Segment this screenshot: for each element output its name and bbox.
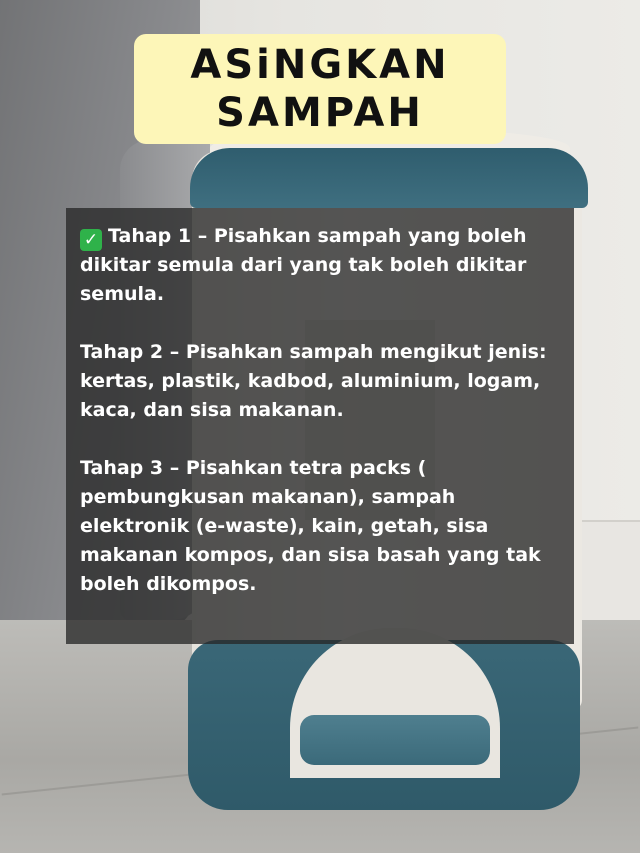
title-line-1: ASiNGKAN [190,42,450,88]
step-1-text: Tahap 1 – Pisahkan sampah yang boleh dikitar semula dari yang tak boleh dikitar semula. [80,225,527,305]
title-line-2: SAMPAH [216,90,424,136]
trash-bin-lid-band [190,148,588,208]
step-1 [80,222,560,309]
step-2 [80,338,560,425]
check-mark-icon: ✓ [80,229,102,251]
steps-panel [66,208,574,644]
title-banner [134,34,506,144]
step-2-text: Tahap 2 – Pisahkan sampah mengikut jenis: kertas, plastik, kadbod, aluminium, logam, kaca, dan sisa makanan. [80,341,547,421]
step-3-text: Tahap 3 – Pisahkan tetra packs ( pembungkusan makanan), sampah elektronik (e-waste), kain, getah, sisa makanan kompos, dan sisa basah yang tak boleh dikompos. [80,457,541,595]
step-3 [80,454,560,599]
trash-bin-pedal [300,715,490,765]
